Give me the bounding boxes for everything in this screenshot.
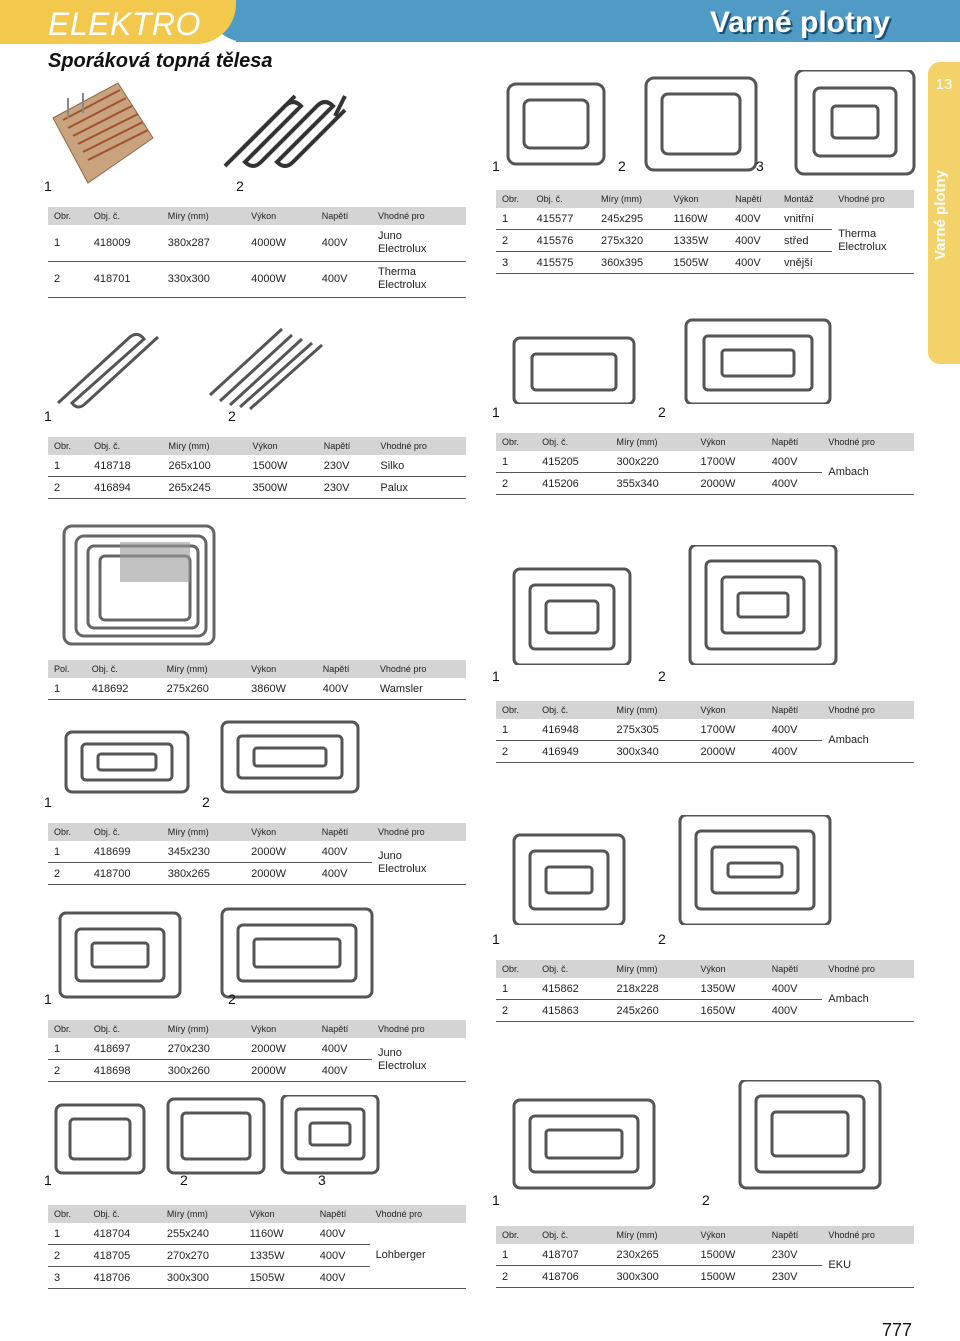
figure-label: 2 xyxy=(658,931,666,947)
table-row: 1 418699 345x230 2000W 400V Juno Electrolux xyxy=(48,841,466,863)
figure-label: 2 xyxy=(702,1192,710,1208)
page-number: 777 xyxy=(881,1320,912,1340)
page-title: Varné plotny xyxy=(709,6,890,39)
spec-table: Obr. Obj. č. Míry (mm) Výkon Napětí Vhodné pro 1 418704 255x240 1160W 400V Lohberger 2 418705 270x270 1335W 400V 3 418706 300x300 1505W 400V xyxy=(48,1205,466,1289)
table-row: 2 416894 265x245 3500W 230V Palux xyxy=(48,477,466,499)
category-title: ELEKTRO xyxy=(48,6,201,42)
table-row: 1 418009 380x287 4000W 400V Juno Electrolux xyxy=(48,225,466,261)
table-row: 3 418706 300x300 1505W 400V xyxy=(48,1267,466,1289)
figure-label: 1 xyxy=(492,404,500,420)
table-row: 2 416949 300x340 2000W 400V xyxy=(496,741,914,763)
table-row: 1 418707 230x265 1500W 230V EKU xyxy=(496,1244,914,1266)
table-row: 1 418692 275x260 3860W 400V Wamsler xyxy=(48,678,466,700)
section-label: Varné plotny xyxy=(932,169,949,260)
spec-table: Obr. Obj. č. Míry (mm) Výkon Napětí Vhodné pro 1 418697 270x230 2000W 400V Juno Electrolux 2 418698 300x260 2000W 400V xyxy=(48,1020,466,1082)
figure-label: 1 xyxy=(492,158,500,174)
table-row: 2 415576 275x320 1335W 400V střed xyxy=(496,230,914,252)
spec-table: Obr. Obj. č. Míry (mm) Výkon Napětí Vhodné pro 1 418718 265x100 1500W 230V Silko 2 416894 265x245 3500W 230V Palux xyxy=(48,437,466,499)
spec-table: Obr. Obj. č. Míry (mm) Výkon Napětí Vhodné pro 1 416948 275x305 1700W 400V Ambach 2 416949 300x340 2000W 400V xyxy=(496,701,914,763)
table-row: 1 416948 275x305 1700W 400V Ambach xyxy=(496,719,914,741)
coil-images xyxy=(50,1095,380,1175)
figure-label: 2 xyxy=(228,991,236,1007)
spec-table: Obr. Obj. č. Míry (mm) Výkon Napětí Vhodné pro 1 415205 300x220 1700W 400V Ambach 2 415206 355x340 2000W 400V xyxy=(496,433,914,495)
table-row: 2 415206 355x340 2000W 400V xyxy=(496,473,914,495)
figure-label: 1 xyxy=(44,178,52,194)
table-row: 1 415862 218x228 1350W 400V Ambach xyxy=(496,978,914,1000)
coil-images xyxy=(506,318,836,404)
table-row: 2 418700 380x265 2000W 400V xyxy=(48,863,466,885)
coil-images xyxy=(52,905,382,1000)
figure-label: 2 xyxy=(658,668,666,684)
table-row: 2 418698 300x260 2000W 400V xyxy=(48,1060,466,1082)
table-row: 1 415205 300x220 1700W 400V Ambach xyxy=(496,451,914,473)
coil-images xyxy=(50,315,360,410)
table-row: 1 415577 245x295 1160W 400V vnitřní Therma Electrolux xyxy=(496,208,914,230)
heating-plate-image xyxy=(48,78,158,188)
table-row: 1 418697 270x230 2000W 400V Juno Electrolux xyxy=(48,1038,466,1060)
figure-label: 2 xyxy=(618,158,626,174)
table-row: 2 418706 300x300 1500W 230V xyxy=(496,1266,914,1288)
table-row: 3 415575 360x395 1505W 400V vnější xyxy=(496,252,914,274)
figure-label: 1 xyxy=(492,668,500,684)
figure-label: 1 xyxy=(44,1172,52,1188)
figure-label: 2 xyxy=(180,1172,188,1188)
figure-label: 1 xyxy=(492,931,500,947)
spec-table: Obr. Obj. č. Míry (mm) Výkon Napětí Montáž Vhodné pro 1 415577 245x295 1160W 400V vnitřní Therma Electrolux 2 415576 275x320 1335W 400V střed 3 415575 360x395 1505W 400V vnější xyxy=(496,190,914,274)
coil-images xyxy=(510,545,840,665)
figure-label: 2 xyxy=(658,404,666,420)
coil-images xyxy=(510,815,840,925)
table-row: 2 418705 270x270 1335W 400V xyxy=(48,1245,466,1267)
spec-table: Obr. Obj. č. Míry (mm) Výkon Napětí Vhodné pro 1 418699 345x230 2000W 400V Juno Electrolux 2 418700 380x265 2000W 400V xyxy=(48,823,466,885)
figure-label: 2 xyxy=(236,178,244,194)
table-row: 1 418718 265x100 1500W 230V Silko xyxy=(48,455,466,477)
figure-label: 3 xyxy=(318,1172,326,1188)
table-row: 2 418701 330x300 4000W 400V Therma Electrolux xyxy=(48,261,466,297)
figure-label: 2 xyxy=(228,408,236,424)
figure-label: 1 xyxy=(44,794,52,810)
table-row: 1 418704 255x240 1160W 400V Lohberger xyxy=(48,1223,466,1245)
figure-label: 1 xyxy=(44,991,52,1007)
spec-table: Obr. Obj. č. Míry (mm) Výkon Napětí Vhodné pro 1 415862 218x228 1350W 400V Ambach 2 415863 245x260 1650W 400V xyxy=(496,960,914,1022)
spec-table: Obr. Obj. č. Míry (mm) Výkon Napětí Vhodné pro 1 418009 380x287 4000W 400V Juno Electrolux 2 418701 330x300 4000W 400V Therma Electrolux xyxy=(48,207,466,298)
figure-label: 2 xyxy=(202,794,210,810)
spec-table: Obr. Obj. č. Míry (mm) Výkon Napětí Vhodné pro 1 418707 230x265 1500W 230V EKU 2 418706 300x300 1500W 230V xyxy=(496,1226,914,1288)
table-row: 2 415863 245x260 1650W 400V xyxy=(496,1000,914,1022)
page-subtitle: Sporáková topná tělesa xyxy=(48,50,273,72)
figure-label: 3 xyxy=(756,158,764,174)
coil-image xyxy=(60,512,230,647)
heating-coil-image xyxy=(215,76,355,184)
coil-images xyxy=(58,708,368,794)
spec-table: Pol. Obj. č. Míry (mm) Výkon Napětí Vhodné pro 1 418692 275x260 3860W 400V Wamsler xyxy=(48,660,466,700)
section-number: 13 xyxy=(935,76,953,93)
figure-label: 1 xyxy=(492,1192,500,1208)
figure-label: 1 xyxy=(44,408,52,424)
coil-images xyxy=(510,1080,890,1190)
coil-images xyxy=(496,70,916,180)
